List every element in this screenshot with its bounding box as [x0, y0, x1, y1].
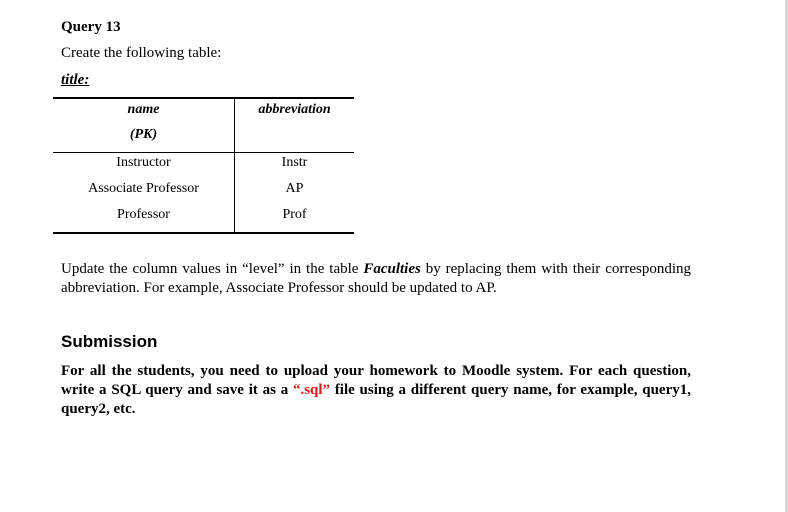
header-pk: (PK) — [129, 127, 158, 142]
submission-heading: Submission — [61, 332, 158, 351]
table-cell-name: Professor — [117, 207, 170, 222]
faculties-table-name: Faculties — [363, 261, 421, 277]
header-name: name — [127, 102, 160, 117]
title-table — [53, 97, 354, 234]
table-cell-name: Associate Professor — [88, 181, 199, 196]
table-title-label: title: — [61, 72, 90, 88]
table-cell-abbreviation: AP — [285, 181, 304, 196]
table-top-rule — [53, 97, 354, 99]
update-text-part1: Update the column values in “level” in the table — [61, 261, 364, 277]
update-text-part2: by replacing them with their corresponding abbreviation. For example, Associate Professor should be updated to AP. — [61, 261, 691, 296]
query-title: Query 13 — [61, 19, 121, 35]
submission-paragraph — [61, 362, 691, 419]
submission-text-part1: For all the students, you need to upload your homework to Moodle system. For each question, write a SQL query and save it as a — [61, 363, 691, 398]
table-bottom-rule — [53, 232, 354, 234]
update-paragraph — [61, 260, 691, 298]
instruction-text: Create the following table: — [61, 45, 222, 61]
sql-file-extension: “.sql” — [292, 382, 331, 398]
table-cell-abbreviation: Prof — [282, 207, 307, 222]
table-cell-name: Instructor — [116, 155, 171, 170]
table-cell-abbreviation: Instr — [281, 155, 308, 170]
submission-text-part2: file using a different query name, for example, query1, query2, etc. — [61, 382, 691, 417]
table-header-rule — [53, 152, 354, 153]
header-abbreviation: abbreviation — [258, 102, 331, 117]
